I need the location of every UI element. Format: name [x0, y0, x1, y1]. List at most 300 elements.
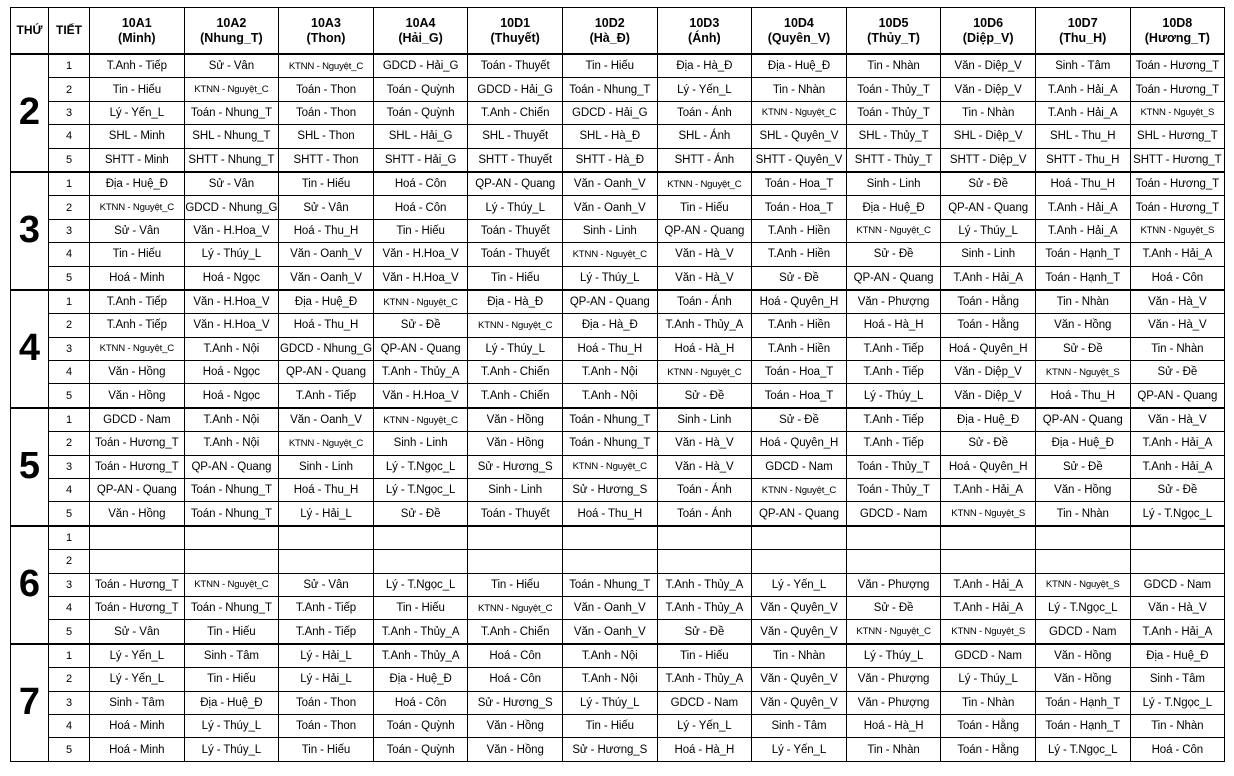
schedule-cell: SHL - Nhung_T	[184, 125, 279, 148]
schedule-cell: Tin - Nhàn	[846, 738, 941, 761]
schedule-cell: Văn - Hà_V	[1130, 314, 1225, 337]
class-header	[846, 8, 941, 55]
period-row	[11, 290, 1225, 314]
period-number: 3	[49, 337, 90, 360]
period-row	[11, 337, 1225, 360]
class-header	[184, 8, 279, 55]
schedule-cell	[1130, 550, 1225, 573]
schedule-cell: Văn - Hồng	[468, 432, 563, 455]
schedule-cell: Sử - Đề	[1035, 455, 1130, 478]
schedule-cell: Sử - Đề	[846, 243, 941, 266]
schedule-cell: T.Anh - Chiến	[468, 361, 563, 384]
schedule-cell: Toán - Ánh	[657, 502, 752, 526]
schedule-cell: Toán - Hằng	[941, 314, 1036, 337]
period-row	[11, 219, 1225, 242]
schedule-cell: KTNN - Nguyệt_C	[562, 243, 657, 266]
period-row	[11, 620, 1225, 644]
schedule-cell: Toán - Hương_T	[90, 573, 185, 596]
schedule-cell: Toán - Quỳnh	[373, 714, 468, 737]
schedule-cell: KTNN - Nguyệt_C	[373, 290, 468, 314]
period-number: 2	[49, 78, 90, 101]
schedule-cell: T.Anh - Thủy_A	[373, 361, 468, 384]
class-header	[279, 8, 374, 55]
schedule-cell: GDCD - Nhung_G	[279, 337, 374, 360]
schedule-cell: T.Anh - Tiếp	[279, 596, 374, 619]
schedule-cell: T.Anh - Thủy_A	[657, 573, 752, 596]
schedule-cell: SHL - Hà_Đ	[562, 125, 657, 148]
schedule-cell: Lý - Yến_L	[90, 644, 185, 668]
schedule-cell: KTNN - Nguyệt_C	[373, 408, 468, 432]
schedule-cell: SHL - Minh	[90, 125, 185, 148]
class-header	[1035, 8, 1130, 55]
schedule-cell: Văn - Hồng	[468, 714, 563, 737]
schedule-cell: Hoá - Quyên_H	[752, 432, 847, 455]
schedule-cell: QP-AN - Quang	[941, 196, 1036, 219]
schedule-cell: Văn - Oanh_V	[562, 620, 657, 644]
class-header	[562, 8, 657, 55]
class-teacher: (Thu_H)	[1059, 30, 1107, 45]
schedule-cell: Hoá - Ngọc	[184, 384, 279, 408]
schedule-cell: T.Anh - Chiến	[468, 620, 563, 644]
schedule-cell: Toán - Thủy_T	[846, 101, 941, 124]
class-teacher: (Hà_Đ)	[589, 30, 630, 45]
schedule-cell: Sử - Hương_S	[562, 479, 657, 502]
timetable-container	[10, 7, 1225, 762]
schedule-cell: Toán - Hương_T	[90, 596, 185, 619]
schedule-cell: KTNN - Nguyệt_S	[941, 620, 1036, 644]
schedule-cell: Văn - H.Hoa_V	[184, 290, 279, 314]
period-number: 1	[49, 172, 90, 196]
schedule-cell: SHL - Quyên_V	[752, 125, 847, 148]
schedule-cell: Lý - T.Ngọc_L	[373, 455, 468, 478]
schedule-cell: Toán - Hạnh_T	[1035, 714, 1130, 737]
period-row	[11, 408, 1225, 432]
schedule-cell: SHL - Thon	[279, 125, 374, 148]
schedule-cell: KTNN - Nguyệt_S	[941, 502, 1036, 526]
schedule-cell: Toán - Thon	[279, 78, 374, 101]
schedule-cell: Sử - Vân	[184, 54, 279, 78]
schedule-cell: Toán - Hương_T	[90, 455, 185, 478]
schedule-cell: Sử - Vân	[279, 196, 374, 219]
day-label: 6	[11, 526, 49, 644]
schedule-cell: Văn - Oanh_V	[562, 596, 657, 619]
period-row	[11, 691, 1225, 714]
schedule-cell: T.Anh - Thủy_A	[373, 620, 468, 644]
period-row	[11, 54, 1225, 78]
schedule-cell	[941, 526, 1036, 550]
schedule-cell: T.Anh - Thủy_A	[657, 314, 752, 337]
schedule-cell: SHTT - Hương_T	[1130, 148, 1225, 172]
schedule-cell: GDCD - Hải_G	[562, 101, 657, 124]
schedule-cell: SHTT - Hà_Đ	[562, 148, 657, 172]
schedule-cell: GDCD - Nhung_G	[184, 196, 279, 219]
class-name: 10D7	[1067, 15, 1098, 30]
schedule-cell: Văn - Phượng	[846, 290, 941, 314]
schedule-cell: T.Anh - Tiếp	[846, 408, 941, 432]
class-name: 10D3	[689, 15, 720, 30]
period-row	[11, 432, 1225, 455]
period-number: 4	[49, 361, 90, 384]
schedule-cell: Hoá - Quyên_H	[941, 337, 1036, 360]
class-header	[90, 8, 185, 55]
schedule-cell: GDCD - Nam	[941, 644, 1036, 668]
schedule-cell: Toán - Thon	[279, 691, 374, 714]
schedule-cell: T.Anh - Hiền	[752, 337, 847, 360]
schedule-cell	[562, 550, 657, 573]
schedule-cell: Hoá - Ngọc	[184, 361, 279, 384]
schedule-cell: Tin - Hiếu	[468, 266, 563, 290]
schedule-cell: Sử - Đề	[373, 502, 468, 526]
schedule-cell: Hoá - Thu_H	[1035, 172, 1130, 196]
schedule-cell	[1035, 526, 1130, 550]
schedule-cell: T.Anh - Hiền	[752, 243, 847, 266]
schedule-cell	[846, 526, 941, 550]
schedule-cell: Sử - Đề	[1130, 361, 1225, 384]
class-header	[373, 8, 468, 55]
schedule-cell: Toán - Thon	[279, 101, 374, 124]
period-row	[11, 196, 1225, 219]
period-number: 2	[49, 668, 90, 691]
schedule-cell: Văn - Hà_V	[657, 455, 752, 478]
schedule-cell: SHTT - Ánh	[657, 148, 752, 172]
schedule-cell: Toán - Thuyết	[468, 243, 563, 266]
schedule-cell: T.Anh - Thủy_A	[373, 644, 468, 668]
class-name: 10A3	[311, 15, 341, 30]
schedule-cell: Hoá - Thu_H	[279, 219, 374, 242]
schedule-cell: T.Anh - Hải_A	[941, 596, 1036, 619]
schedule-cell: Toán - Hương_T	[1130, 54, 1225, 78]
schedule-cell: Toán - Thủy_T	[846, 455, 941, 478]
schedule-cell: Toán - Nhung_T	[184, 101, 279, 124]
period-number: 1	[49, 290, 90, 314]
schedule-cell: Hoá - Côn	[1130, 266, 1225, 290]
schedule-cell: Toán - Nhung_T	[184, 479, 279, 502]
schedule-cell: Hoá - Minh	[90, 714, 185, 737]
day-label: 2	[11, 54, 49, 172]
period-row	[11, 714, 1225, 737]
schedule-cell: Toán - Quỳnh	[373, 78, 468, 101]
schedule-cell: Sử - Đề	[752, 266, 847, 290]
schedule-cell	[184, 526, 279, 550]
schedule-cell: Hoá - Côn	[373, 172, 468, 196]
schedule-cell: Sinh - Linh	[657, 408, 752, 432]
schedule-cell: Văn - Diệp_V	[941, 361, 1036, 384]
period-number: 4	[49, 714, 90, 737]
schedule-cell: Lý - T.Ngọc_L	[1130, 691, 1225, 714]
schedule-cell: Địa - Huệ_Đ	[941, 408, 1036, 432]
period-number: 5	[49, 620, 90, 644]
schedule-cell: T.Anh - Thủy_A	[657, 596, 752, 619]
schedule-cell: Văn - Phượng	[846, 691, 941, 714]
schedule-cell: Sinh - Tâm	[1130, 668, 1225, 691]
schedule-cell: Lý - Yến_L	[657, 714, 752, 737]
schedule-cell: Toán - Hương_T	[1130, 172, 1225, 196]
period-number: 1	[49, 526, 90, 550]
schedule-cell: T.Anh - Hải_A	[1130, 455, 1225, 478]
schedule-cell: Toán - Quỳnh	[373, 101, 468, 124]
schedule-cell	[657, 550, 752, 573]
schedule-cell: T.Anh - Tiếp	[846, 432, 941, 455]
schedule-cell	[279, 526, 374, 550]
schedule-cell: SHTT - Diệp_V	[941, 148, 1036, 172]
timetable-body	[11, 54, 1225, 761]
schedule-cell: KTNN - Nguyệt_C	[846, 219, 941, 242]
schedule-cell: Toán - Quỳnh	[373, 738, 468, 761]
schedule-cell: Toán - Thuyết	[468, 54, 563, 78]
schedule-cell: Tin - Nhàn	[752, 644, 847, 668]
schedule-cell: SHL - Thu_H	[1035, 125, 1130, 148]
schedule-cell: T.Anh - Thủy_A	[657, 668, 752, 691]
schedule-cell: Lý - Thúy_L	[562, 691, 657, 714]
schedule-cell	[562, 526, 657, 550]
schedule-cell: Tin - Hiếu	[562, 714, 657, 737]
schedule-cell: Toán - Ánh	[657, 290, 752, 314]
schedule-cell: Văn - Hồng	[1035, 644, 1130, 668]
period-row	[11, 550, 1225, 573]
schedule-cell: Lý - Yến_L	[90, 668, 185, 691]
period-number: 5	[49, 148, 90, 172]
schedule-cell: KTNN - Nguyệt_S	[1130, 101, 1225, 124]
schedule-cell: Văn - Hà_V	[657, 266, 752, 290]
schedule-cell: Địa - Hà_Đ	[657, 54, 752, 78]
header-row	[11, 8, 1225, 55]
schedule-cell: Văn - H.Hoa_V	[184, 219, 279, 242]
schedule-cell: T.Anh - Hải_A	[1035, 101, 1130, 124]
schedule-cell: Hoá - Quyên_H	[941, 455, 1036, 478]
class-name: 10A4	[405, 15, 436, 30]
schedule-cell: Tin - Nhàn	[846, 54, 941, 78]
schedule-cell: QP-AN - Quang	[1130, 384, 1225, 408]
schedule-cell: T.Anh - Hiền	[752, 314, 847, 337]
schedule-cell: KTNN - Nguyệt_C	[184, 78, 279, 101]
period-column-header: TIẾT	[49, 8, 90, 55]
schedule-cell: T.Anh - Nội	[184, 432, 279, 455]
schedule-cell: Hoá - Côn	[468, 668, 563, 691]
period-row	[11, 479, 1225, 502]
period-number: 2	[49, 196, 90, 219]
schedule-cell: T.Anh - Tiếp	[279, 384, 374, 408]
period-number: 4	[49, 596, 90, 619]
schedule-cell: Tin - Hiếu	[373, 596, 468, 619]
period-row	[11, 596, 1225, 619]
class-header	[752, 8, 847, 55]
schedule-cell: Hoá - Ngọc	[184, 266, 279, 290]
schedule-cell: Văn - Phượng	[846, 573, 941, 596]
schedule-cell: Hoá - Thu_H	[279, 479, 374, 502]
schedule-cell: Địa - Huệ_Đ	[373, 668, 468, 691]
schedule-cell: T.Anh - Tiếp	[90, 290, 185, 314]
schedule-cell: T.Anh - Tiếp	[279, 620, 374, 644]
schedule-cell: SHTT - Hải_G	[373, 148, 468, 172]
schedule-cell: Tin - Hiếu	[279, 172, 374, 196]
period-row	[11, 125, 1225, 148]
period-number: 5	[49, 738, 90, 761]
schedule-cell: Sử - Hương_S	[468, 691, 563, 714]
schedule-cell	[752, 550, 847, 573]
schedule-cell: Hoá - Hà_H	[846, 314, 941, 337]
schedule-cell: Toán - Nhung_T	[562, 573, 657, 596]
schedule-cell	[941, 550, 1036, 573]
schedule-cell: GDCD - Hải_G	[468, 78, 563, 101]
schedule-cell: Toán - Thon	[279, 714, 374, 737]
schedule-cell	[468, 526, 563, 550]
schedule-cell: Văn - Hồng	[90, 502, 185, 526]
schedule-cell: Văn - Hà_V	[1130, 596, 1225, 619]
schedule-cell: Văn - Diệp_V	[941, 78, 1036, 101]
period-row	[11, 455, 1225, 478]
schedule-cell: Tin - Hiếu	[373, 219, 468, 242]
schedule-cell: Toán - Thủy_T	[846, 479, 941, 502]
schedule-cell	[373, 526, 468, 550]
schedule-cell: Lý - T.Ngọc_L	[1035, 596, 1130, 619]
schedule-cell: T.Anh - Chiến	[468, 101, 563, 124]
schedule-cell: KTNN - Nguyệt_C	[184, 573, 279, 596]
timetable	[10, 7, 1225, 762]
schedule-cell: Sinh - Tâm	[752, 714, 847, 737]
schedule-cell: Sinh - Tâm	[90, 691, 185, 714]
period-row	[11, 101, 1225, 124]
schedule-cell	[846, 550, 941, 573]
schedule-cell: KTNN - Nguyệt_C	[468, 314, 563, 337]
schedule-cell: Lý - Thúy_L	[846, 384, 941, 408]
schedule-cell: Địa - Hà_Đ	[562, 314, 657, 337]
period-number: 3	[49, 455, 90, 478]
schedule-cell: Lý - Thúy_L	[846, 644, 941, 668]
schedule-cell: Lý - Thúy_L	[468, 196, 563, 219]
schedule-cell: SHTT - Thủy_T	[846, 148, 941, 172]
schedule-cell: Tin - Hiếu	[562, 54, 657, 78]
class-name: 10D4	[784, 15, 814, 30]
schedule-cell	[279, 550, 374, 573]
schedule-cell: Tin - Nhàn	[1130, 714, 1225, 737]
schedule-cell: Tin - Nhàn	[1035, 502, 1130, 526]
class-teacher: (Thuyết)	[490, 30, 540, 45]
schedule-cell: Hoá - Côn	[1130, 738, 1225, 761]
schedule-cell: Lý - Yến_L	[752, 573, 847, 596]
schedule-cell: T.Anh - Hải_A	[941, 479, 1036, 502]
class-teacher: (Hải_G)	[398, 30, 443, 45]
schedule-cell: Văn - Hồng	[90, 384, 185, 408]
schedule-cell: Sử - Vân	[90, 219, 185, 242]
schedule-cell: Toán - Hằng	[941, 738, 1036, 761]
class-name: 10D6	[973, 15, 1004, 30]
schedule-cell: Sinh - Linh	[846, 172, 941, 196]
schedule-cell: Toán - Hoa_T	[752, 361, 847, 384]
schedule-cell: KTNN - Nguyệt_S	[1035, 361, 1130, 384]
schedule-cell: Sinh - Linh	[279, 455, 374, 478]
schedule-cell: QP-AN - Quang	[468, 172, 563, 196]
schedule-cell: Địa - Huệ_Đ	[184, 691, 279, 714]
schedule-cell: KTNN - Nguyệt_C	[279, 54, 374, 78]
schedule-cell: Sử - Đề	[657, 384, 752, 408]
schedule-cell: KTNN - Nguyệt_C	[562, 455, 657, 478]
day-label: 5	[11, 408, 49, 526]
schedule-cell: Sử - Đề	[941, 172, 1036, 196]
schedule-cell: KTNN - Nguyệt_C	[846, 620, 941, 644]
schedule-cell: T.Anh - Nội	[184, 337, 279, 360]
schedule-cell: Tin - Nhàn	[1130, 337, 1225, 360]
schedule-cell: Toán - Thuyết	[468, 219, 563, 242]
schedule-cell	[1035, 550, 1130, 573]
period-number: 2	[49, 432, 90, 455]
schedule-cell: Toán - Nhung_T	[562, 432, 657, 455]
schedule-cell: Sử - Đề	[373, 314, 468, 337]
schedule-cell: Văn - Hồng	[90, 361, 185, 384]
schedule-cell: Sử - Đề	[657, 620, 752, 644]
schedule-cell: T.Anh - Nội	[184, 408, 279, 432]
period-row	[11, 314, 1225, 337]
schedule-cell	[90, 526, 185, 550]
period-row	[11, 243, 1225, 266]
schedule-cell: GDCD - Nam	[1035, 620, 1130, 644]
schedule-cell: Tin - Hiếu	[279, 738, 374, 761]
class-teacher: (Diệp_V)	[962, 30, 1014, 45]
schedule-cell: Văn - Oanh_V	[562, 172, 657, 196]
schedule-cell: Sử - Vân	[184, 172, 279, 196]
schedule-cell: Văn - Oanh_V	[562, 196, 657, 219]
schedule-cell: T.Anh - Chiến	[468, 384, 563, 408]
schedule-cell: T.Anh - Hải_A	[941, 266, 1036, 290]
period-number: 1	[49, 408, 90, 432]
schedule-cell: SHL - Diệp_V	[941, 125, 1036, 148]
schedule-cell: Toán - Nhung_T	[184, 502, 279, 526]
schedule-cell: T.Anh - Hải_A	[1035, 78, 1130, 101]
day-label: 3	[11, 172, 49, 290]
schedule-cell: Hoá - Quyên_H	[752, 290, 847, 314]
schedule-cell: Văn - Quyên_V	[752, 596, 847, 619]
period-number: 4	[49, 243, 90, 266]
schedule-cell: Tin - Hiếu	[657, 644, 752, 668]
schedule-cell: Tin - Hiếu	[657, 196, 752, 219]
schedule-cell: KTNN - Nguyệt_C	[90, 196, 185, 219]
schedule-cell: Toán - Hạnh_T	[1035, 691, 1130, 714]
schedule-cell	[184, 550, 279, 573]
schedule-cell: Lý - Thúy_L	[941, 219, 1036, 242]
schedule-cell: GDCD - Nam	[846, 502, 941, 526]
schedule-cell: Toán - Nhung_T	[184, 596, 279, 619]
schedule-cell: Sử - Hương_S	[562, 738, 657, 761]
period-number: 4	[49, 125, 90, 148]
schedule-cell: Địa - Huệ_Đ	[846, 196, 941, 219]
schedule-cell: Sinh - Tâm	[184, 644, 279, 668]
schedule-cell: Lý - Thúy_L	[468, 337, 563, 360]
period-row	[11, 738, 1225, 761]
schedule-cell: Văn - H.Hoa_V	[373, 243, 468, 266]
schedule-cell: QP-AN - Quang	[846, 266, 941, 290]
class-name: 10D2	[594, 15, 625, 30]
period-row	[11, 526, 1225, 550]
schedule-cell: Hoá - Hà_H	[657, 337, 752, 360]
schedule-cell: QP-AN - Quang	[657, 219, 752, 242]
schedule-cell: Lý - Thúy_L	[941, 668, 1036, 691]
schedule-cell: Sử - Đề	[941, 432, 1036, 455]
schedule-cell: Sinh - Tâm	[1035, 54, 1130, 78]
schedule-cell: KTNN - Nguyệt_S	[1035, 573, 1130, 596]
class-name: 10A1	[121, 15, 152, 30]
class-teacher: (Ánh)	[688, 30, 721, 45]
schedule-cell: Toán - Nhung_T	[562, 408, 657, 432]
day-label: 7	[11, 644, 49, 761]
class-header	[941, 8, 1036, 55]
schedule-cell: T.Anh - Tiếp	[90, 54, 185, 78]
schedule-cell: Toán - Hương_T	[1130, 196, 1225, 219]
schedule-cell: KTNN - Nguyệt_C	[279, 432, 374, 455]
schedule-cell	[1130, 526, 1225, 550]
schedule-cell: Lý - Yến_L	[657, 78, 752, 101]
schedule-cell: Toán - Hạnh_T	[1035, 243, 1130, 266]
schedule-cell: Sử - Vân	[90, 620, 185, 644]
schedule-cell: Lý - T.Ngọc_L	[1130, 502, 1225, 526]
